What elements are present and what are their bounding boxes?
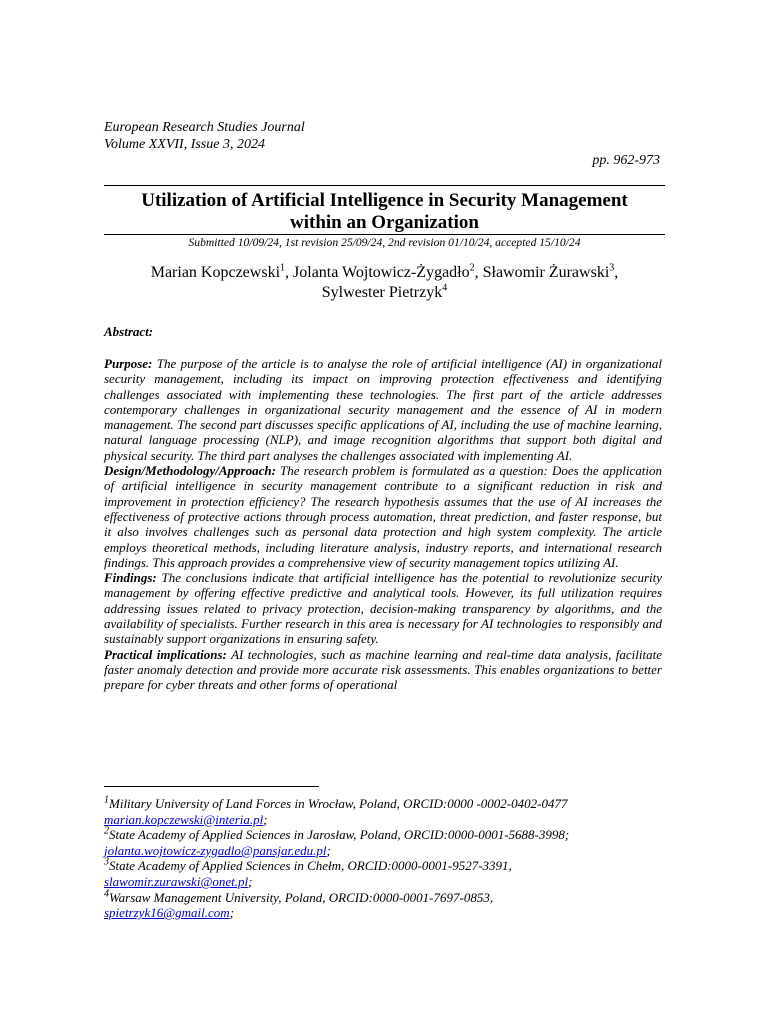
email-link[interactable]: slawomir.zurawski@onet.pl <box>104 873 249 889</box>
email-link[interactable]: marian.kopczewski@interia.pl <box>104 811 264 827</box>
author: Sławomir Żurawski$^3$, <box>482 262 619 281</box>
author-list <box>104 263 665 303</box>
author: Sylwester Pietrzyk$^4$ <box>321 282 448 301</box>
footnote-4: $^4$Warsaw Management University, Poland, ORCID:0000-0001-7697-0853, spietrzyk16@gmail.com; <box>104 888 494 921</box>
section-label: Purpose: <box>104 356 153 371</box>
paper-title-line-1: Utilization of Artificial Intelligence in Security Management <box>141 190 628 211</box>
author: Jolanta Wojtowicz-Żygadło$^2$, <box>293 262 483 281</box>
paper-title-line-2: within an Organization <box>290 212 479 233</box>
journal-header <box>104 119 305 153</box>
abstract-section-findings <box>104 570 662 646</box>
email-link[interactable]: jolanta.wojtowicz-zygadlo@pansjar.edu.pl <box>104 842 327 858</box>
footnote-3: $^3$State Academy of Applied Sciences in Chełm, ORCID:0000-0001-9527-3391, slawomir.zurawski@onet.pl; <box>104 857 512 889</box>
footnote-separator <box>104 786 319 787</box>
section-label: Findings: <box>104 570 157 586</box>
abstract-body <box>104 356 662 693</box>
submission-dates: Submitted 10/09/24, 1st revision 25/09/24, 2nd revision 01/10/24, accepted 15/10/24 <box>188 236 581 249</box>
email-link[interactable]: spietrzyk16@gmail.com <box>104 905 230 921</box>
section-text: The purpose of the article is to analyse the role of artificial intelligence (AI) in organizational security management, including its impact on improving protection effectiveness and identifying challenges associated with implementing these technologies. The first part of the article addresses contemporary challenges in organizational security management and the essence of AI in modern management. The second part discusses specific applications of AI, including the use of machine learning, natural language processing (NLP), and image recognition algorithms that support both digital and physical security. The third part analyses the challenges associated with implementing AI. <box>104 356 663 463</box>
footnotes <box>104 796 664 921</box>
abstract-section-design <box>104 463 662 570</box>
abstract-heading: Abstract: <box>104 324 154 339</box>
abstract-section-practical <box>104 647 662 693</box>
section-label: Design/Methodology/Approach: <box>104 463 276 479</box>
abstract-section-purpose <box>104 356 662 463</box>
section-text: The research problem is formulated as a question: Does the application of artificial intelligence in security management contribute to a significant reduction in risk and improvement in protection efficiency? The research hypothesis assumes that the use of AI increases the effectiveness of protective actions through process automation, threat prediction, and faster response, but it also involves challenges such as personal data protection and high system complexity. The article employs theoretical methods, including literature analysis, industry reports, and international research findings. This approach provides a comprehensive view of security management topics utilizing AI. <box>104 463 663 570</box>
journal-name: European Research Studies Journal <box>104 120 305 135</box>
section-text: AI technologies, such as machine learning and real-time data analysis, facilitate faster anomaly detection and provide more accurate risk assessments. This enables organizations to better prepare for cyber threats and other forms of operational <box>104 646 662 693</box>
title-top-rule <box>104 185 665 186</box>
section-label: Practical implications: <box>104 646 227 662</box>
paper-title <box>104 190 665 234</box>
journal-volume: Volume XXVII, Issue 3, 2024 <box>104 137 265 152</box>
footnote-1: $^1$Military University of Land Forces in Wrocław, Poland, ORCID:0000 -0002-0402-0477 marian.kopczewski@interia.pl; <box>104 794 568 827</box>
section-text: The conclusions indicate that artificial intelligence has the potential to revolutionize security management by offering effective predictive and analytical tools. However, its full utilization requires addressing issues related to privacy protection, decision-making transparency by algorithms, and the availability of specialists. Further research in this area is necessary for AI technologies to responsibly and sustainably support organizations in ensuring safety. <box>104 570 663 647</box>
author: Marian Kopczewski$^1$, <box>150 262 294 281</box>
footnote-2: $^2$State Academy of Applied Sciences in Jarosław, Poland, ORCID:0000-0001-5688-3998; jolanta.wojtowicz-zygadlo@pansjar.edu.pl; <box>104 825 570 858</box>
page-range: pp. 962-973 <box>592 153 660 168</box>
title-bottom-rule <box>104 234 665 235</box>
